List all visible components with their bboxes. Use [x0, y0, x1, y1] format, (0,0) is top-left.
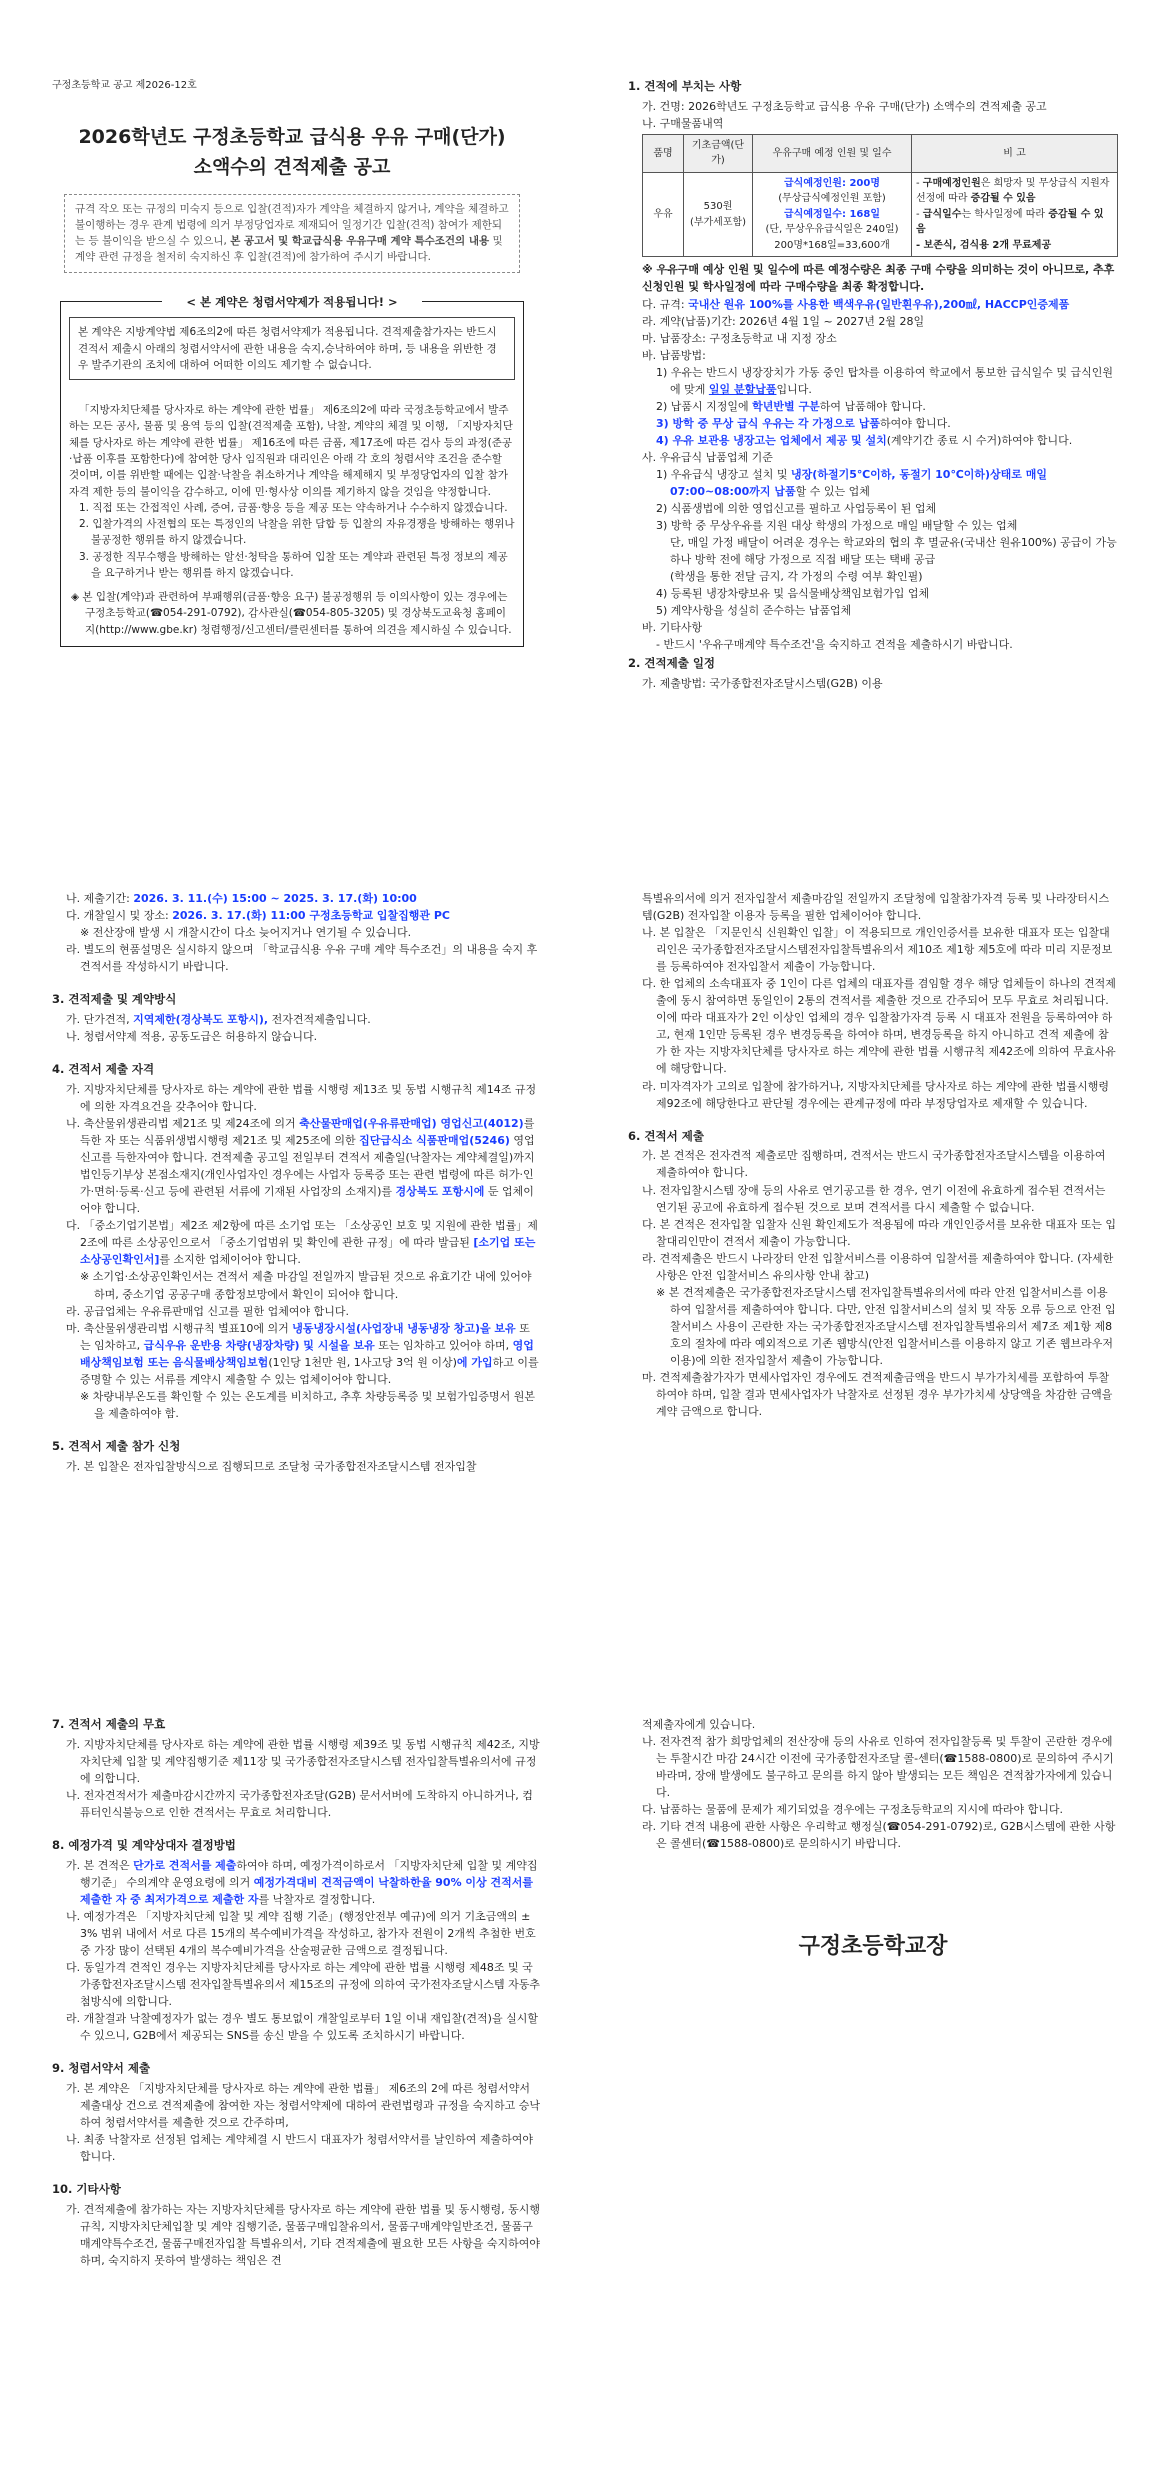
- section-5-title: 5. 견적서 제출 참가 신청: [52, 1438, 181, 1453]
- qualification: 나. 축산물위생관리법 제21조 및 제24조에 의거 축산물판매업(우유류판매업) 영업신고(4012)를 득한 자 또는 식품위생법시행령 제21조 및 제25조에 의한 집단급식소 식품판매업(5246) 영업신고를 득한자여야 합니다. 견적제출 공고일 전일부터 견적서 제출일(낙찰자는 계약체결일)까지 법인등기부상 본점소재지(개인사업자인 경우에는 사업자 등록증 또는 관련 법령에 따른 허가·인가·면허·등록·신고 등에 관련된 서류에 기재된 사업장의 소재지)를 경상북도 포항시에 둔 업체이어야 합니다.: [66, 1117, 535, 1216]
- supplier-criterion-note: 단, 매일 가정 배달이 어려운 경우는 학교와의 협의 후 멸균유(국내산 원유100%) 공급이 가능하나 방학 전에 해당 가정으로 직접 배달 또는 택배 공급: [670, 536, 1117, 567]
- section-8-title: 8. 예정가격 및 계약상대자 결정방법: [52, 1838, 236, 1853]
- integrity-pledge-contact: ◈ 본 입찰(계약)과 관련하여 부패행위(금품·향응 요구) 불공정행위 등 이의사항이 있는 경우에는 구정초등학교(☎054-291-0792), 감사관실(☎054-805-3205) 및 경상북도교육청 홈페이지(http://www.gbe.kr) 청렴행정/신고센터/클린센터를 통하여 의견을 제시하실 수 있습니다.: [71, 591, 512, 636]
- delivery-rule: 3) 방학 중 무상 급식 우유는 각 가정으로 납품하여야 합니다.: [656, 416, 951, 430]
- misc-rule: 라. 기타 견적 내용에 관한 사항은 우리학교 행정실(☎054-291-0792)로, G2B시스템에 관한 사항은 콜센터(☎1588-0800)로 문의하시기 바랍니다.: [642, 1820, 1116, 1851]
- page2-right-column: [628, 890, 1118, 1420]
- spec: 다. 규격: 국내산 원유 100%를 사용한 백색우유(일반흰우유),200㎖, HACCP인증제품: [642, 297, 1070, 311]
- page3-left-column: [52, 1716, 540, 2269]
- participation-rule: 라. 미자격자가 고의로 입찰에 참가하거나, 지방자치단체를 당사자로 하는 계약에 관한 법률시행령 제92조에 해당한다고 판단될 경우에는 관계규정에 따라 부정당업자로 제재할 수 있습니다.: [642, 1079, 1109, 1110]
- qualification-note: ※ 소기업·소상공인확인서는 견적서 제출 마감일 전일까지 발급된 것으로 유효기간 내에 있어야 하며, 중소기업 공공구매 종합정보망에서 확인이 되어야 합니다.: [80, 1270, 532, 1301]
- contract-rule: 나. 청렴서약제 적용, 공동도급은 허용하지 않습니다.: [66, 1030, 318, 1044]
- supplier-criterion: 4) 등록된 냉장차량보유 및 음식물배상책임보험가입 업체: [656, 587, 930, 601]
- submission-note: ※ 본 견적제출은 국가종합전자조달시스템 전자입찰특별유의서에 따라 안전 입찰서비스를 이용하여 입찰서를 제출하여야 합니다. 다만, 안전 입찰서비스의 설치 및 작동 오류 등으로 안전 입찰서비스 사용이 곤란한 자는 국가종합전자조달시스템 전자입찰특별유의서 제7조 제1항 제8호의 절차에 따라 예외적으로 기존 웹방식(안전 입찰서비스를 이용하지 않고 기존 웹브라우저 이용)에 의한 전자입찰서 제출이 가능합니다.: [656, 1285, 1116, 1367]
- award-rule: 라. 개찰결과 낙찰예정자가 없는 경우 별도 통보없이 개찰일로부터 1일 이내 재입찰(견적)을 실시할 수 있으니, G2B에서 제공되는 SNS를 송신 받을 수 있도록 조치하시기 바랍니다.: [66, 2012, 538, 2043]
- submission-rule: 가. 본 견적은 전자견적 제출로만 집행하며, 견적서는 반드시 국가종합전자조달시스템을 이용하여 제출하여야 합니다.: [642, 1149, 1106, 1180]
- integrity-pledge-box: [60, 294, 524, 647]
- participation-rule: 특별유의서에 의거 전자입찰서 제출마감일 전일까지 조달청에 입찰참가자격 등록 및 나라장터시스템(G2B) 전자입찰 이용자 등록을 필한 업체이어야 합니다.: [642, 892, 1110, 923]
- opening-datetime: 다. 개찰일시 및 장소: 2026. 3. 17.(화) 11:00 구정초등학교 입찰집행관 PC: [66, 909, 451, 923]
- section-6-title: 6. 견적서 제출: [628, 1128, 704, 1143]
- delivery-place: 마. 납품장소: 구정초등학교 내 지정 장소: [642, 331, 837, 345]
- page1-left-column: [52, 78, 532, 647]
- misc-label: 바. 기타사항: [642, 621, 703, 635]
- pledge-rule: 나. 최종 낙찰자로 선정된 업체는 계약체결 시 반드시 대표자가 청렴서약서를 날인하여 제출하여야 합니다.: [66, 2133, 533, 2164]
- misc-rule: 나. 전자견적 참가 희망업체의 전산장애 등의 사유로 인하여 전자입찰등록 및 투찰이 곤란한 경우에는 투찰시간 마감 24시간 이전에 국가종합전자조달 콜-센터(☎1588-0800)로 문의하여 주시기 바라며, 장애 발생에도 불구하고 문의를 하지 않아 발생되는 모든 책임은 견적참가자에게 있습니다.: [642, 1735, 1114, 1800]
- table-cell-note: - 구매예정인원은 희망자 및 무상급식 지원자 선정에 따라 증감될 수 있음 - 급식일수는 학사일정에 따라 증감될 수 있음 - 보존식, 검식용 2개 무료제공: [912, 172, 1118, 257]
- supplier-criterion: 2) 식품생법에 의한 영업신고를 필하고 사업등록이 된 업체: [656, 502, 937, 516]
- delivery-method: 바. 납품방법:: [642, 348, 706, 362]
- page-1: [0, 0, 1168, 790]
- supplier-criterion: 3) 방학 중 무상우유를 지원 대상 학생의 가정으로 매일 배달할 수 있는 업체: [656, 519, 1018, 533]
- misc-rule: 적제출자에게 있습니다.: [642, 1718, 756, 1731]
- participation-rule: 다. 한 업체의 소속대표자 중 1인이 다른 업체의 대표자를 겸임할 경우 해당 업체들이 하나의 견적제출에 동시 참여하면 동일인이 2통의 견적서를 제출한 것으로 간주되어 모두 무효로 처리됩니다. 이에 따라 대표자가 2인 이상인 업체의 경우 입찰참가자격 등록 시 대표자 전원을 등록하여야 하고, 현재 1인만 등록된 경우 변경등록을 하여야 하며, 변경등록을 하지 아니하고 견적 제출에 참가 한 자는 지방자치단체를 당사자로 하는 계약에 관한 법률 시행규칙 제42조에 의하여 무효사유에 해당합니다.: [642, 977, 1116, 1076]
- award-rule: 다. 동일가격 견적인 경우는 지방자치단체를 당사자로 하는 계약에 관한 법률 시행령 제48조 및 국가종합전자조달시스템 전자입찰특별유의서 제15조의 규정에 의하여 국가전자조달시스템 자동추첨방식에 의합니다.: [66, 1961, 541, 2009]
- section-9-title: 9. 청렴서약서 제출: [52, 2061, 151, 2076]
- contract-type: 가. 단가견적, 지역제한(경상북도 포항시), 전자견적제출입니다.: [66, 1013, 371, 1027]
- table-header: 비 고: [912, 134, 1118, 172]
- misc-rule: 가. 견적제출에 참가하는 자는 지방자치단체를 당사자로 하는 계약에 관한 법률 및 동시행령, 동시행규칙, 지방자치단체입찰 및 계약 집행기준, 물품구매입찰유의서, 물품구매계약일반조건, 물품구매계약특수조건, 물품구매전자입찰 특별유의서, 기타 견적제출에 필요한 모든 사항을 숙지하여야 하며, 숙지하지 못하여 발생하는 책임은 견: [66, 2203, 541, 2268]
- page1-right-column: [628, 78, 1118, 692]
- purchase-list-label: 나. 구매물품내역: [642, 116, 724, 130]
- pledge-rule: 가. 본 계약은 「지방자치단체를 당사자로 하는 계약에 관한 법률」 제6조의 2에 따른 청렴서약서 제출대상 건으로 견적제출에 참여한 자는 청렴서약제에 대하여 관련법령과 규정을 숙지하고 승낙하여 청렴서약서를 제출한 것으로 간주하며,: [66, 2082, 541, 2130]
- submission-rule: 나. 전자입찰시스템 장애 등의 사유로 연기공고를 한 경우, 연기 이전에 유효하게 접수된 견적서는 연기된 공고에 유효하게 접수된 것으로 보며 견적서를 다시 제출할 수 없습니다.: [642, 1183, 1106, 1214]
- supplier-criteria: 사. 우유급식 납품업체 기준: [642, 450, 773, 464]
- doc-number: 구정초등학교 공고 제2026-12호: [52, 80, 197, 91]
- supplier-criterion: 5) 계약사항을 성실히 준수하는 납품업체: [656, 604, 852, 618]
- section-10-title: 10. 기타사항: [52, 2182, 121, 2197]
- award-rule: 가. 본 견적은 단가로 견적서를 제출하여야 하며, 예정가격이하로서 「지방자치단체 입찰 및 계약집행기준」 수의계약 운영요령에 의거 예정가격대비 견적금액이 낙찰하한율 90% 이상 견적서를 제출한 자 중 최저가격으로 제출한 자를 낙찰자로 결정합니다.: [66, 1858, 538, 1906]
- principal-signature: 구정초등학교장: [798, 1934, 948, 1960]
- explanation-note: 라. 별도의 현품설명은 실시하지 않으며 「학교급식용 우유 구매 계약 특수조건」의 내용을 숙지 후 견적서를 작성하시기 바랍니다.: [66, 943, 538, 974]
- participation-rule: 나. 본 입찰은 「지문인식 신원확인 입찰」이 적용되므로 개인인증서를 보유한 대표자 또는 입찰대리인은 국가종합전자조달시스템전자입찰특별유의서 제10조 제1항 제5호에 따라 미리 지문정보를 등록하여야 전자입찰서 제출이 가능합니다.: [642, 926, 1113, 974]
- doc-title-line1: 2026학년도 구정초등학교 급식용 우유 구매(단가): [78, 125, 506, 148]
- quantity-warning: ※ 우유구매 예상 인원 및 일수에 따른 예정수량은 최종 구매 수량을 의미하는 것이 아니므로, 추후 신청인원 및 학사일정에 따라 구매수량을 최종 확정합니다.: [642, 263, 1115, 294]
- submit-period: 나. 제출기간: 2026. 3. 11.(수) 15:00 ~ 2025. 3. 17.(화) 10:00: [66, 892, 417, 905]
- section-2-title: 2. 견적제출 일정: [628, 656, 716, 671]
- submission-rule: 다. 본 견적은 전자입찰 입찰자 신원 확인제도가 적용됨에 따라 개인인증서를 보유한 대표자 또는 입찰대리인만이 견적서 제출이 가능합니다.: [642, 1217, 1116, 1248]
- qualification: 가. 지방자치단체를 당사자로 하는 계약에 관한 법률 시행령 제13조 및 동법 시행규칙 제14조 규정에 의한 자격요건을 갖추어야 합니다.: [66, 1082, 537, 1113]
- purchase-table: [642, 134, 1118, 258]
- qualification: 마. 축산물위생관리법 시행규칙 별표10에 의거 냉동냉장시설(사업장내 냉동냉장 창고)을 보유 또는 임차하고, 급식우유 운반용 차량(냉장차량) 및 시설을 보유 또는 임차하고 있어야 하며, 영업배상책임보험 또는 음식물배상책임보험(1인당 1천만 원, 1사고당 3억 원 이상)에 가입하고 이를 증명할 수 있는 서류를 계약시 제출할 수 있는 업체이어야 합니다.: [66, 1321, 539, 1386]
- section-7-title: 7. 견적서 제출의 무효: [52, 1717, 166, 1731]
- table-cell-item: 우유: [643, 172, 684, 257]
- integrity-pledge-item: 1. 직접 또는 간접적인 사례, 증여, 금품·향응 등을 제공 또는 약속하거나 수수하지 않겠습니다.: [79, 501, 508, 514]
- supplier-criterion-note: (학생을 통한 전달 금지, 각 가정의 수령 여부 확인필): [670, 570, 923, 584]
- delivery-rule: 4) 우유 보관용 냉장고는 업체에서 제공 및 설치(계약기간 종료 시 수거)하여야 합니다.: [656, 433, 1073, 447]
- participation-rule: 가. 본 입찰은 전자입찰방식으로 집행되므로 조달청 국가종합전자조달시스템 전자입찰: [66, 1459, 477, 1473]
- doc-title-line2: 소액수의 견적제출 공고: [193, 155, 391, 178]
- submission-rule: 마. 견적제출참가자가 면세사업자인 경우에도 견적제출금액을 반드시 부가가치세를 포함하여 투찰하여야 하며, 입찰 결과 면세사업자가 낙찰자로 선정된 경우 부가가치세 상당액을 차감한 금액을 계약 금액으로 합니다.: [642, 1371, 1113, 1419]
- integrity-pledge-summary: 본 계약은 지방계약법 제6조의2에 따른 청렴서약제가 적용됩니다. 견적제출참가자는 반드시 견적서 제출시 아래의 청렴서약서에 관한 내용을 숙지,승낙하여야 하며, 등 내용을 위반한 경우 발주기관의 조치에 대하여 어떠한 이의도 제기할 수 없습니다.: [69, 317, 515, 380]
- integrity-pledge-body: 「지방자치단체를 당사자로 하는 계약에 관한 법률」 제6조의2에 따라 국정초등학교에서 발주하는 모든 공사, 물품 및 용역 등의 입찰(견적제출 포함), 낙찰, 계약의 체결 및 이행, 「지방자치단체를 당사자로 하는 계약에 관한 법률」 제16조에 따른 금품, 제17조에 따른 검사 등의 과정(준공·납품 이후를 포함한다)에 참여한 당사 임직원과 대리인은 아래 각 호의 청렴서약 조건을 준수할 것이며, 이를 위반할 때에는 입찰·낙찰을 취소하거나 계약을 해제해지 및 부정당업자의 입찰 참가자격 제한 등의 불이익을 감수하고, 이에 민·형사상 이의를 제기하지 않을 것임을 약정합니다.: [69, 404, 513, 498]
- supplier-criterion: 1) 우유급식 냉장고 설치 및 냉장(하절기5℃이하, 동절기 10℃이하)상태로 매일 07:00~08:00까지 납품할 수 있는 업체: [656, 467, 1048, 499]
- delivery-rule: 2) 납품시 지정일에 학년반별 구분하여 납품해야 합니다.: [656, 399, 926, 413]
- opening-note: ※ 전산장애 발생 시 개찰시간이 다소 늦어지거나 연기될 수 있습니다.: [80, 926, 412, 940]
- misc-note: - 반드시 '우유구매계약 특수조건'을 숙지하고 견적을 제출하시기 바랍니다.: [656, 638, 1013, 652]
- invalid-rule: 가. 지방자치단체를 당사자로 하는 계약에 관한 법률 시행령 제39조 및 동법 시행규칙 제42조, 지방자치단체 입찰 및 계약집행기준 제11장 및 국가종합전자조달시스템 전자입찰특별유의서에 규정에 의합니다.: [66, 1737, 540, 1785]
- submission-rule: 라. 견적제출은 반드시 나라장터 안전 입찰서비스를 이용하여 입찰서를 제출하여야 합니다. (자세한 사항은 안전 입찰서비스 유의사항 안내 참고): [642, 1251, 1114, 1282]
- submit-method: 가. 제출방법: 국가종합전자조달시스템(G2B) 이용: [642, 677, 883, 691]
- misc-rule: 다. 납품하는 물품에 문제가 제기되었을 경우에는 구정초등학교의 지시에 따라야 합니다.: [642, 1803, 1063, 1817]
- table-cell-price: 530원 (부가세포함): [684, 172, 753, 257]
- integrity-pledge-header: < 본 계약은 청렴서약제가 적용됩니다! >: [162, 294, 422, 312]
- section-4-title: 4. 견적서 제출 자격: [52, 1062, 155, 1077]
- integrity-pledge-item: 3. 공정한 직무수행을 방해하는 알선·청탁을 통하여 입찰 또는 계약과 관련된 특정 정보의 제공을 요구하거나 받는 행위를 하지 않겠습니다.: [79, 550, 508, 579]
- table-header: 기초금액(단가): [684, 134, 753, 172]
- contract-period: 라. 계약(납품)기간: 2026년 4월 1일 ~ 2027년 2월 28일: [642, 314, 925, 328]
- qualification-note: ※ 차량내부온도를 확인할 수 있는 온도계를 비치하고, 추후 차량등록증 및 보험가입증명서 원본을 제출하여야 함.: [80, 1389, 535, 1420]
- section-3-title: 3. 견적제출 및 계약방식: [52, 992, 177, 1007]
- integrity-pledge-item: 2. 입찰가격의 사전협의 또는 특정인의 낙찰을 위한 담합 등 입찰의 자유경쟁을 방해하는 행위나 불공정한 행위를 하지 않겠습니다.: [79, 518, 515, 547]
- invalid-rule: 나. 전자견적서가 제출마감시간까지 국가종합전자조달(G2B) 문서서버에 도착하지 아니하거나, 컴퓨터인식불능으로 인한 견적서는 무효로 처리합니다.: [66, 1788, 533, 1819]
- section-1-title: 1. 견적에 부치는 사항: [628, 79, 742, 93]
- delivery-rule: 1) 우유는 반드시 냉장장치가 가동 중인 탑차를 이용하여 학교에서 통보한 급식일수 및 급식인원에 맞게 일일 분할납품입니다.: [656, 365, 1114, 396]
- page-2: [0, 880, 1168, 1670]
- qualification: 다. 「중소기업기본법」제2조 제2항에 따른 소기업 또는 「소상공인 보호 및 지원에 관한 법률」제2조에 따른 소상공인으로서 「중소기업범위 및 확인에 관한 규정」에 따라 발급된 [소기업 또는 소상공인확인서]를 소지한 업체이어야 합니다.: [66, 1219, 538, 1267]
- qualification: 라. 공급업체는 우유류판매업 신고를 필한 업체여야 합니다.: [66, 1304, 349, 1318]
- table-header: 우유구매 예정 인원 및 일수: [753, 134, 912, 172]
- page-3: [0, 1710, 1168, 2478]
- item-name: 가. 건명: 2026학년도 구정초등학교 급식용 우유 구매(단가) 소액수의 견적제출 공고: [642, 99, 1047, 113]
- page2-left-column: [52, 890, 540, 1475]
- award-rule: 나. 예정가격은 「지방자치단체 입찰 및 계약 집행 기준」(행정안전부 예규)에 의거 기초금액의 ± 3% 범위 내에서 서로 다른 15개의 복수예비가격을 작성하고, 참가자 전원이 2개씩 추첨한 번호 중 가장 많이 선택된 4개의 복수예비가격을 산술평균한 금액으로 결정됩니다.: [66, 1910, 536, 1958]
- table-cell-quantity: 급식예정인원: 200명 (무상급식예정인원 포함) 급식예정일수: 168일 (단, 무상우유급식일은 240일) 200명*168일=33,600개: [753, 172, 912, 257]
- page3-right-column: [628, 1716, 1118, 1964]
- caution-notice: 규격 작오 또는 규정의 미숙지 등으로 입찰(견적)자가 계약을 체결하지 않거나, 계약을 체결하고 불이행하는 경우 관계 법령에 의거 부정당업자로 제재되어 일정기간 입찰(견적) 참여가 제한되는 등 불이익을 받으실 수 있으니, 본 공고서 및 학교급식용 우유구매 계약 특수조건의 내용 및 계약 관련 규정을 철저히 숙지하신 후 입찰(견적)에 참가하여 주시기 바랍니다.: [64, 194, 520, 273]
- table-header: 품명: [643, 134, 684, 172]
